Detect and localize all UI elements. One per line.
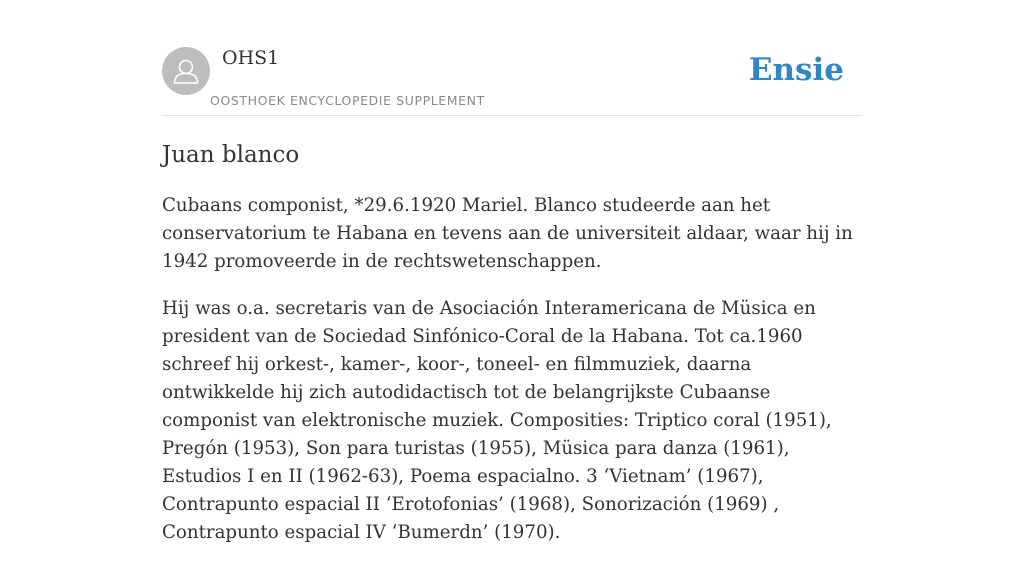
user-icon xyxy=(162,47,210,95)
source-name[interactable]: OOSTHOEK ENCYCLOPEDIE SUPPLEMENT xyxy=(210,93,485,108)
author-avatar[interactable] xyxy=(162,47,210,95)
author-name[interactable]: OHS1 xyxy=(222,47,280,69)
article-header xyxy=(162,40,862,116)
article-paragraph-2: Hij was o.a. secretaris van de Asociación Interamericana de Müsica en president van de Sociedad Sinfónico-Coral de la Habana. Tot ca.1960 schreef hij orkest-, kamer-, koor-, toneel- en filmmuziek, daarna ontwikkelde hij zich autodidactisch tot de belangrijkste Cubaanse componist van elektronische muziek. Composities: Triptico coral (1951), Pregón (1953), Son para turistas (1955), Müsica para danza (1961), Estudios I en II (1962-63), Poema espacialno. 3 ‘Vietnam’ (1967), Contrapunto espacial II ‘Erotofonias’ (1968), Sonorización (1969) , Contrapunto espacial IV ‘Bumerdn’ (1970). xyxy=(162,298,832,543)
article-body xyxy=(162,192,862,566)
article-title: Juan blanco xyxy=(162,142,300,168)
article-paragraph-1: Cubaans componist, *29.6.1920 Mariel. Blanco studeerde aan het conservatorium te Habana en tevens aan de universiteit aldaar, waar hij in 1942 promoveerde in de rechtswetenschappen. xyxy=(162,195,853,272)
brand-logo[interactable]: Ensie xyxy=(748,52,844,88)
